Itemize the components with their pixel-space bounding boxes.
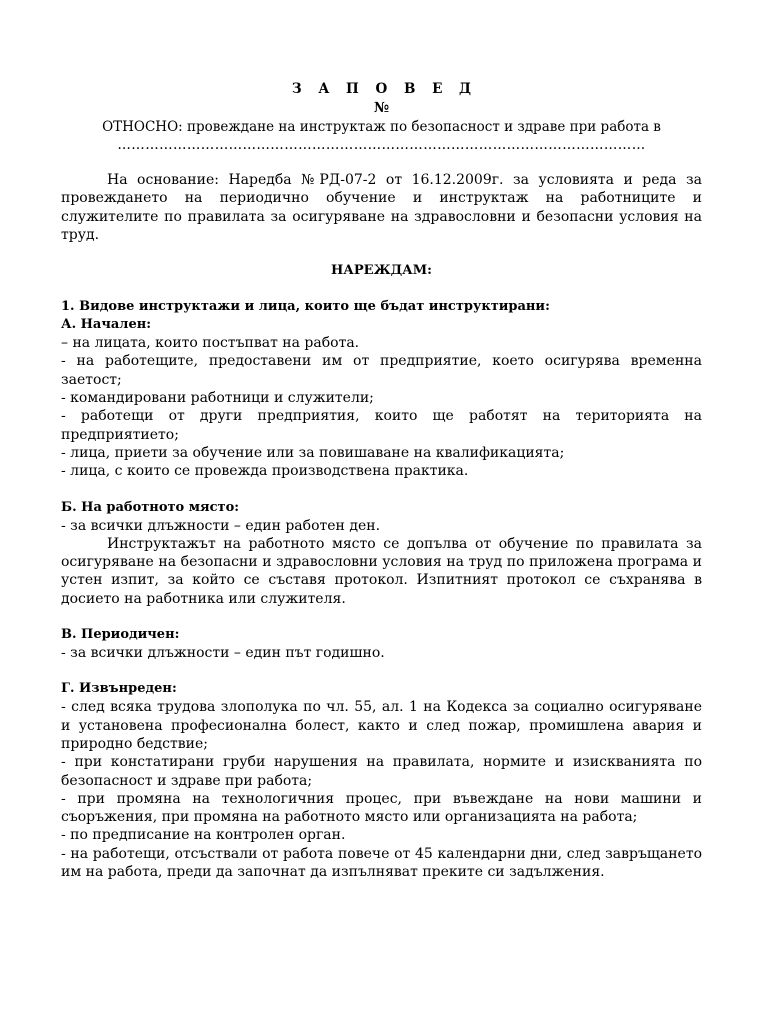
document-number: № [373, 100, 390, 116]
document-title: З А П О В Е Д [291, 81, 478, 97]
section-a [61, 316, 702, 480]
section-v [61, 626, 702, 662]
list-item: - на работещи, отсъствали от работа повече от 45 календарни дни, след завръщането им на работа, преди да започнат да изпълняват преките си задължения. [61, 845, 702, 881]
order-document [61, 80, 702, 881]
list-item: – на лицата, които постъпват на работа. [61, 335, 360, 352]
order-heading: НАРЕЖДАМ: [331, 263, 432, 279]
dotted-placeholder-line: …………………………………………………………………………………………………… [117, 137, 646, 153]
list-item: - лица, приети за обучение или за повишаване на квалификацията; [61, 444, 565, 461]
list-item: - лица, с които се провежда производствена практика. [61, 463, 469, 480]
document-subject: ОТНОСНО: провеждане на инструктаж по безопасност и здраве при работа в [102, 119, 661, 135]
section-g-heading: Г. Извънреден: [61, 681, 177, 697]
list-item: - след всяка трудова злополука по чл. 55, ал. 1 на Кодекса за социално осигуряване и установена професионална болест, както и след пожар, промишлена авария и природно бедствие; [61, 699, 702, 752]
preamble-paragraph: На основание: Наредба №РД-07-2 от 16.12.2009г. за условията и реда за провеждането на периодично обучение и инструктаж на работниците и служителите по правилата за осигуряване на здравословни и безопасни условия на труд. [61, 172, 702, 243]
section-b-paragraph: Инструктажът на работното място се допълва от обучение по правилата за осигуряване на безопасни и здравословни условия на труд по приложена програма и устен изпит, за който се съставя протокол. Изпитният протокол се съхранява в досието на работника или служителя. [61, 535, 702, 607]
section-b [61, 499, 702, 608]
section-b-heading: Б. На работното място: [61, 499, 240, 515]
section-a-heading: А. Начален: [61, 317, 152, 333]
section-g [61, 680, 702, 881]
list-item: - за всички длъжности – един път годишно. [61, 645, 385, 662]
list-item: - за всички длъжности – един работен ден. [61, 517, 381, 534]
section-v-heading: В. Периодичен: [61, 627, 180, 643]
section-1-heading: 1. Видове инструктажи и лица, които ще бъдат инструктирани: [61, 299, 550, 315]
list-item: - при констатирани груби нарушения на правилата, нормите и изискванията по безопасност и здраве при работа; [61, 754, 702, 789]
list-item: - по предписание на контролен орган. [61, 827, 346, 844]
list-item: - на работещите, предоставени им от предприятие, което осигурява временна заетост; [61, 353, 702, 388]
list-item: - при промяна на технологичния процес, при въвеждане на нови машини и съоръжения, при промяна на работното място или организацията на работа; [61, 790, 702, 826]
list-item: - работещи от други предприятия, които ще работят на територията на предприятието; [61, 408, 702, 443]
list-item: - командировани работници и служители; [61, 390, 374, 407]
